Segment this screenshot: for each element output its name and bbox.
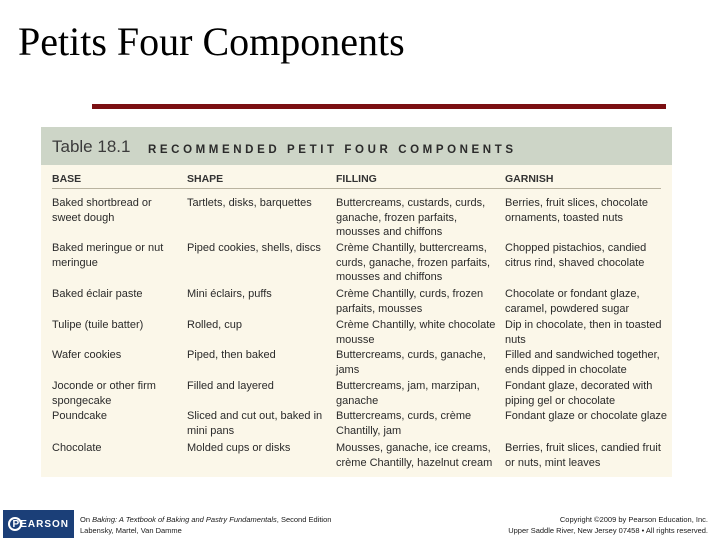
cell-base: Tulipe (tuile batter) <box>52 319 144 331</box>
cell-base: Wafer cookies <box>52 349 122 361</box>
slide-footer <box>0 509 720 540</box>
column-header-garnish: GARNISH <box>505 173 554 185</box>
book-title: Baking: A Textbook of Baking and Pastry Fundamentals <box>92 515 277 524</box>
cell-garnish: Chocolate or fondant glaze, caramel, powdered sugar <box>505 288 640 315</box>
copyright-notice <box>508 514 708 536</box>
components-table <box>41 127 672 477</box>
column-header-filling: FILLING <box>336 173 377 185</box>
cell-base: Poundcake <box>52 410 108 422</box>
slide-title: Petits Four Components <box>18 19 405 64</box>
book-edition: , Second Edition <box>276 515 332 524</box>
cell-filling: Buttercreams, custards, curds, ganache, frozen parfaits, mousses and chiffons <box>336 197 486 238</box>
title-divider <box>92 104 666 109</box>
cell-base: Baked meringue or nut meringue <box>52 242 164 269</box>
cell-garnish: Fondant glaze, decorated with piping gel or chocolate <box>505 380 653 407</box>
book-authors: Labensky, Martel, Van Damme <box>80 526 182 535</box>
cell-garnish: Filled and sandwiched together, ends dipped in chocolate <box>505 349 660 376</box>
cell-filling: Buttercreams, curds, crème Chantilly, jam <box>336 410 472 437</box>
cell-shape: Mini éclairs, puffs <box>187 288 272 300</box>
copyright-line-1: Copyright ©2009 by Pearson Education, Inc. <box>559 515 708 524</box>
cell-garnish: Chopped pistachios, candied citrus rind, shaved chocolate <box>505 242 647 269</box>
cell-filling: Crème Chantilly, curds, frozen parfaits, mousses <box>336 288 484 315</box>
column-header-rule <box>52 188 661 189</box>
book-prefix: On <box>80 515 93 524</box>
cell-shape: Piped cookies, shells, discs <box>187 242 321 254</box>
book-citation <box>80 514 331 536</box>
cell-filling: Crème Chantilly, white chocolate mousse <box>336 319 496 346</box>
cell-garnish: Berries, fruit slices, candied fruit or nuts, mint leaves <box>505 442 661 469</box>
cell-filling: Mousses, ganache, ice creams, crème Chantilly, hazelnut cream <box>336 442 493 469</box>
table-header-band <box>41 127 672 165</box>
publisher-logo <box>3 510 74 538</box>
cell-garnish: Dip in chocolate, then in toasted nuts <box>505 319 662 346</box>
cell-shape: Piped, then baked <box>187 349 276 361</box>
table-caption: RECOMMENDED PETIT FOUR COMPONENTS <box>148 144 517 156</box>
cell-shape: Filled and layered <box>187 380 274 392</box>
cell-base: Baked shortbread or sweet dough <box>52 197 152 224</box>
cell-shape: Tartlets, disks, barquettes <box>187 197 312 209</box>
cell-shape: Rolled, cup <box>187 319 243 331</box>
publisher-logo-text: PEARSON <box>12 518 69 530</box>
table-number: Table 18.1 <box>52 137 131 156</box>
cell-filling: Crème Chantilly, buttercreams, curds, ganache, frozen parfaits, mousses and chiffons <box>336 242 491 283</box>
cell-base: Chocolate <box>52 442 102 454</box>
cell-base: Joconde or other firm spongecake <box>52 380 156 407</box>
pearson-mark-icon <box>8 517 22 531</box>
cell-base: Baked éclair paste <box>52 288 143 300</box>
column-header-base: BASE <box>52 173 82 185</box>
cell-garnish: Berries, fruit slices, chocolate ornaments, toasted nuts <box>505 197 649 224</box>
column-header-shape: SHAPE <box>187 173 224 185</box>
cell-filling: Buttercreams, curds, ganache, jams <box>336 349 486 376</box>
book-title-line <box>80 514 331 525</box>
cell-garnish: Fondant glaze or chocolate glaze <box>505 410 668 422</box>
cell-shape: Sliced and cut out, baked in mini pans <box>187 410 323 437</box>
copyright-line-2: Upper Saddle River, New Jersey 07458 • All rights reserved. <box>508 526 708 535</box>
cell-filling: Buttercreams, jam, marzipan, ganache <box>336 380 480 407</box>
cell-shape: Molded cups or disks <box>187 442 291 454</box>
